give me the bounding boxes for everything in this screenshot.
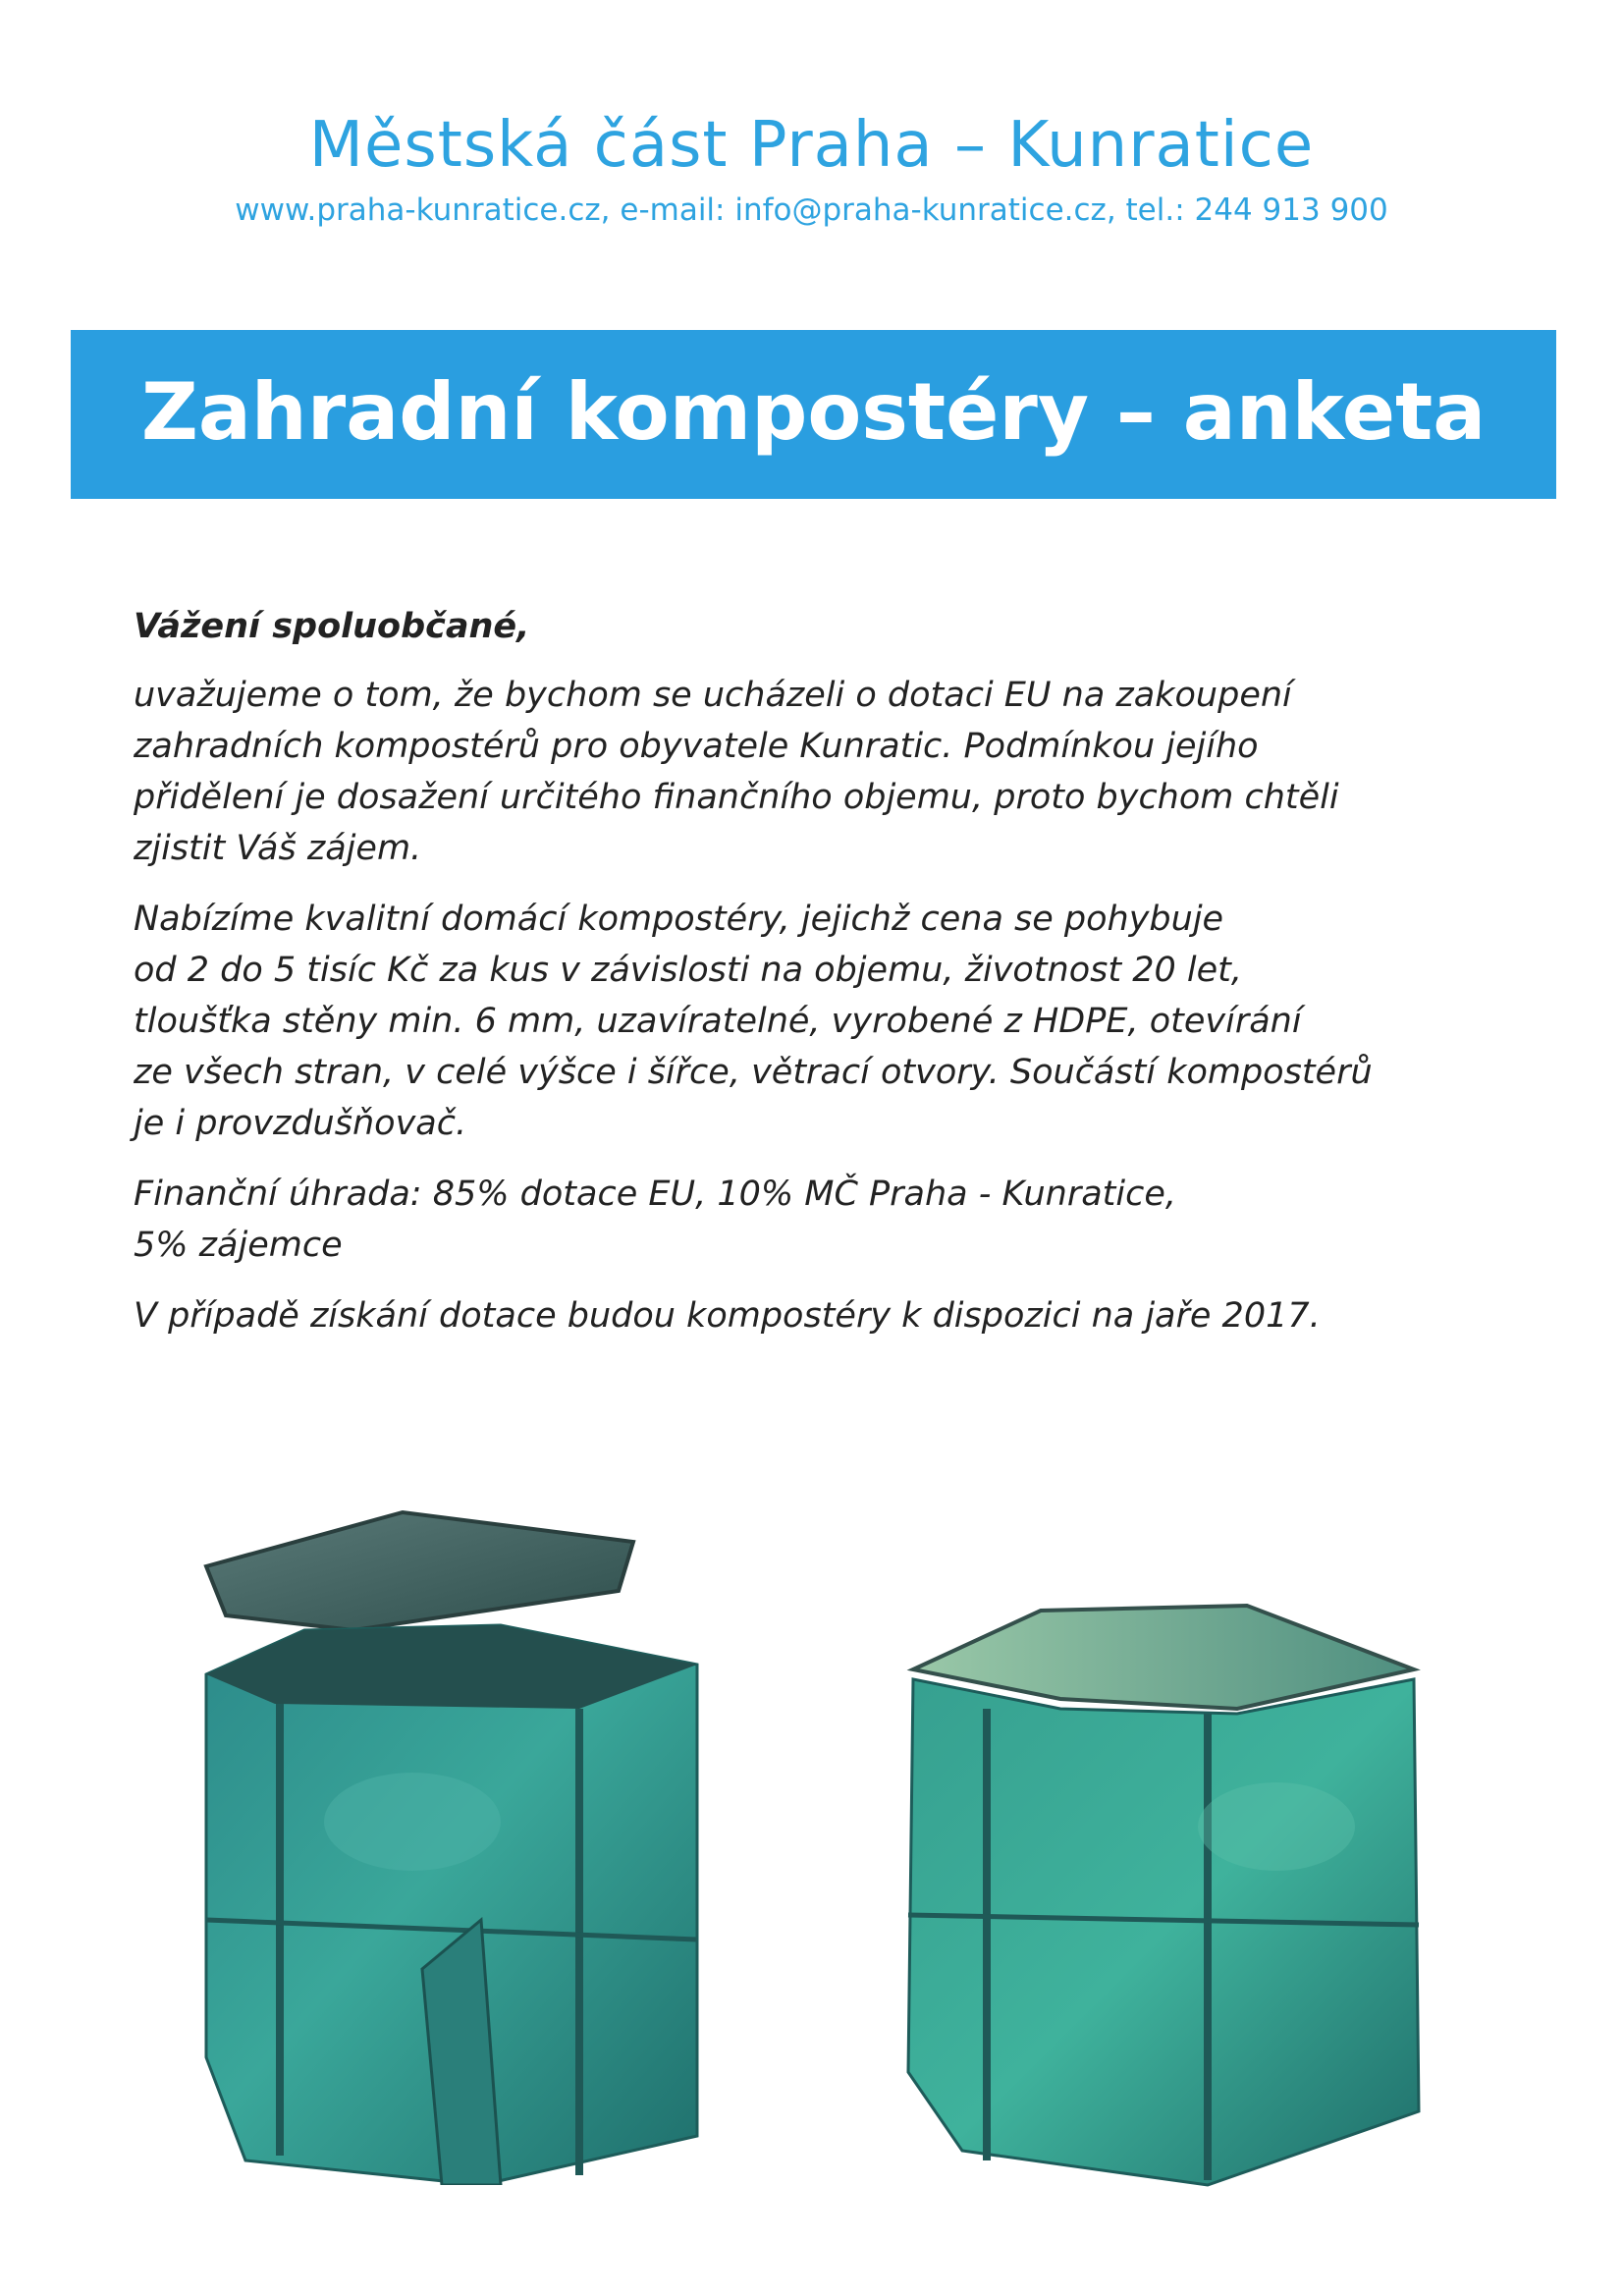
page-title: Zahradní kompostéry – anketa [140,366,1487,458]
org-contact-line: www.praha-kunratice.cz, e-mail: info@praha-kunratice.cz, tel.: 244 913 900 [235,192,1388,228]
letter-body [134,601,1488,1361]
title-banner [71,330,1556,499]
letter-paragraph-offer: Nabízíme kvalitní domácí kompostéry, jejichž cena se pohybuje od 2 do 5 tisíc Kč za kus v závislosti na objemu, životnost 20 let, tloušťka stěny min. 6 mm, uzavíratelné, vyrobené z HDPE, otevírání ze všech stran, v celé výšce i šířce, větrací otvory. Součástí kompostérů je i provzdušňovač. [134,900,1373,1143]
composter-closed-photo [884,1581,1434,2190]
org-title: Městská část Praha – Kunratice [308,109,1315,182]
letter-paragraph-funding: Finanční úhrada: 85% dotace EU, 10% MČ Praha - Kunratice, 5% zájemce [134,1175,1177,1265]
composter-open-lid-icon [187,1507,736,2185]
composter-closed-lid-icon [884,1581,1434,2190]
letter-paragraph-intro: uvažujeme o tom, že bychom se ucházeli o dotaci EU na zakoupení zahradních kompostérů pro obyvatele Kunratic. Podmínkou jejího přidělení je dosažení určitého finančního objemu, proto bychom chtěli zjistit Váš zájem. [134,676,1339,868]
letter-paragraph-availability: V případě získání dotace budou kompostéry k dispozici na jaře 2017. [134,1296,1321,1336]
letter-greeting: Vážení spoluobčané, [134,607,530,646]
composter-open-photo [187,1507,736,2185]
